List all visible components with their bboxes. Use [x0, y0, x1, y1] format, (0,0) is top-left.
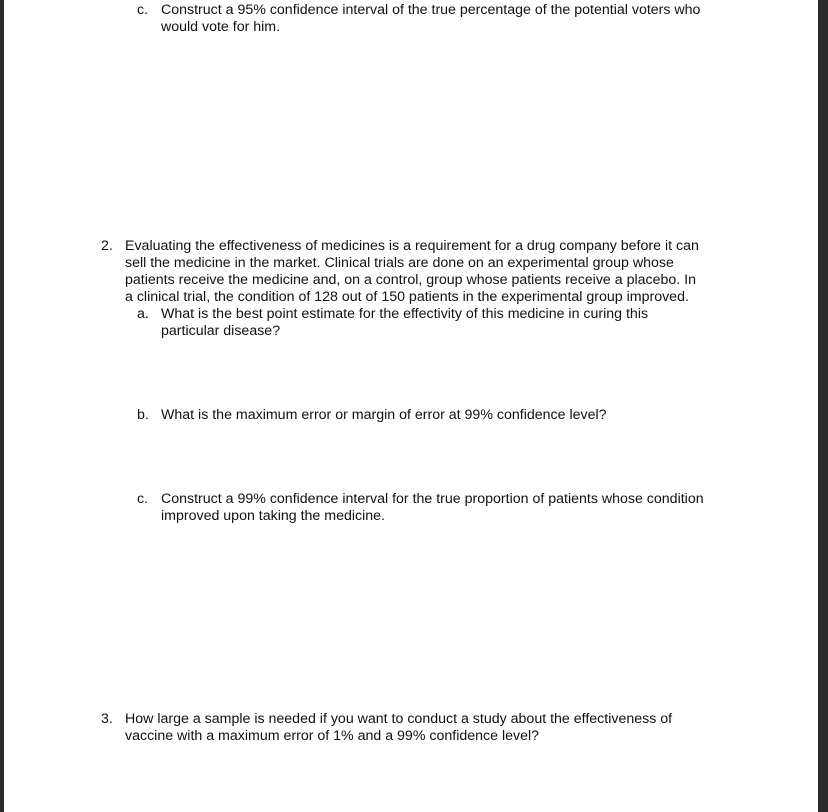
text-line: Construct a 99% confidence interval for the true proportion of patients whose condition: [161, 491, 704, 507]
text-line: improved upon taking the medicine.: [161, 508, 385, 524]
text-line: sell the medicine in the market. Clinical trials are done on an experimental group whose: [125, 255, 674, 271]
question-text: [161, 407, 741, 424]
text-line: patients receive the medicine and, on a control, group whose patients receive a placebo. In: [125, 272, 697, 288]
list-marker: a.: [137, 306, 149, 322]
text-line: What is the best point estimate for the effectivity of this medicine in curing this: [161, 306, 649, 322]
text-line: a clinical trial, the condition of 128 out of 150 patients in the experimental group improved.: [125, 289, 689, 305]
list-marker: c.: [137, 491, 149, 507]
question-text: [161, 2, 741, 36]
document-page: [4, 0, 818, 812]
text-line: particular disease?: [161, 323, 281, 339]
list-marker: b.: [137, 407, 149, 423]
text-line: vaccine with a maximum error of 1% and a 99% confidence level?: [125, 728, 540, 744]
list-marker: 3.: [101, 711, 113, 727]
text-line: Evaluating the effectiveness of medicines is a requirement for a drug company before it can: [125, 238, 699, 254]
question-text: [125, 238, 735, 306]
text-line: What is the maximum error or margin of error at 99% confidence level?: [161, 407, 607, 423]
list-marker: 2.: [101, 238, 113, 254]
text-line: How large a sample is needed if you want to conduct a study about the effectiveness of: [125, 711, 673, 727]
question-text: [125, 711, 725, 745]
question-text: [161, 491, 751, 525]
text-line: would vote for him.: [161, 19, 281, 35]
list-marker: c.: [137, 2, 149, 18]
text-line: Construct a 95% confidence interval of the true percentage of the potential voters who: [161, 2, 701, 18]
question-text: [161, 306, 701, 340]
